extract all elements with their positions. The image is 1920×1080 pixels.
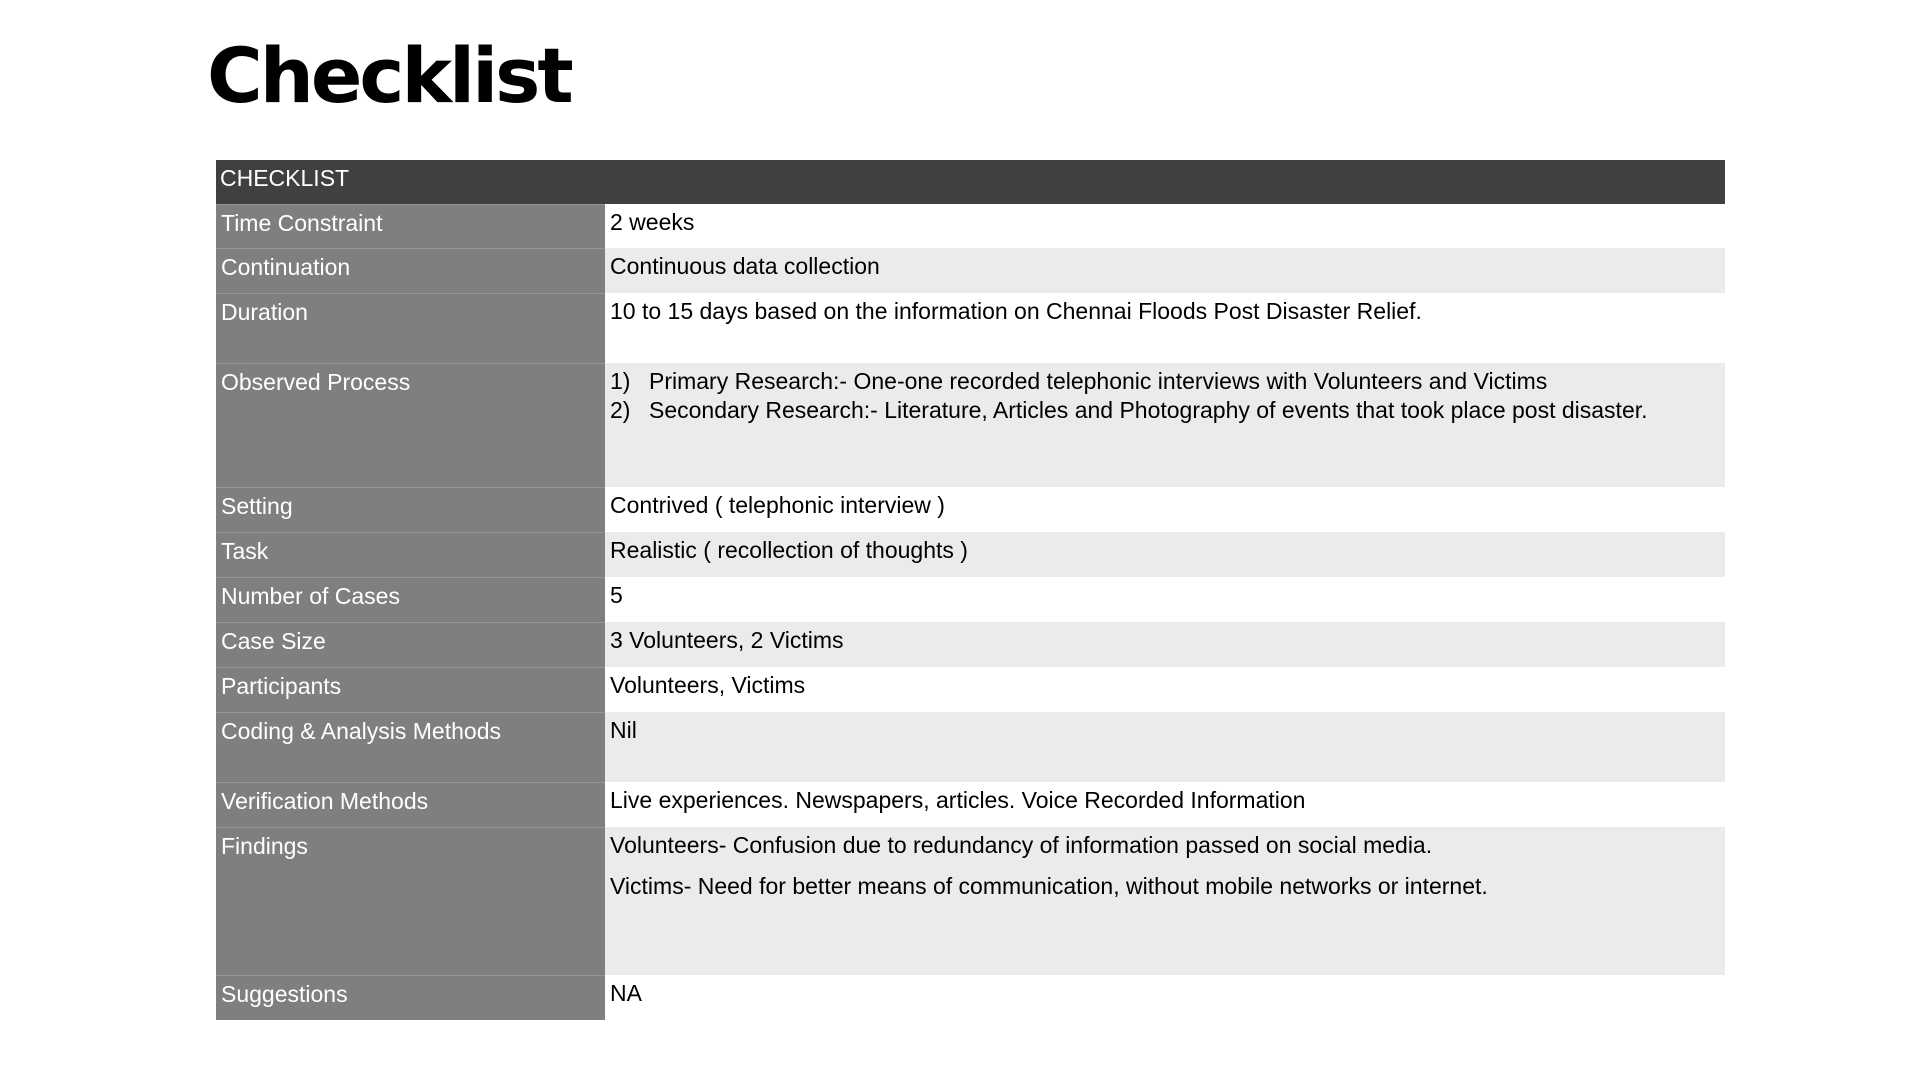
row-label: Participants [216,667,605,712]
finding-line: Volunteers- Confusion due to redundancy of information passed on social media. [610,832,1433,858]
checklist-table [216,160,1725,1020]
table-row [216,487,1725,532]
list-item [610,396,1721,425]
row-label: Task [216,532,605,577]
row-value: Volunteers, Victims [605,667,1725,712]
list-item-text: Secondary Research:- Literature, Articles and Photography of events that took place post disaster. [649,397,1648,423]
page-title: Checklist [207,31,571,120]
row-label: Observed Process [216,363,605,487]
table-header-row [216,160,1725,204]
row-label: Case Size [216,622,605,667]
row-value: 2 weeks [605,204,1725,248]
table-row [216,248,1725,293]
row-label: Continuation [216,248,605,293]
table-row [216,363,1725,487]
row-label: Suggestions [216,975,605,1020]
table-row [216,782,1725,827]
table-row [216,204,1725,248]
row-value: Continuous data collection [605,248,1725,293]
table-row [216,532,1725,577]
table-row [216,975,1725,1020]
finding-line: Victims- Need for better means of communication, without mobile networks or internet. [610,873,1488,899]
table-row [216,827,1725,975]
row-value: Live experiences. Newspapers, articles. Voice Recorded Information [605,782,1725,827]
row-label: Duration [216,293,605,363]
row-value: 3 Volunteers, 2 Victims [605,622,1725,667]
row-value: 5 [605,577,1725,622]
list-item-text: Primary Research:- One-one recorded telephonic interviews with Volunteers and Victims [649,368,1548,394]
table-row [216,577,1725,622]
table-row [216,667,1725,712]
row-value [605,363,1725,487]
row-value: Nil [605,712,1725,782]
table-row [216,622,1725,667]
row-label: Verification Methods [216,782,605,827]
row-value [605,827,1725,975]
row-label: Coding & Analysis Methods [216,712,605,782]
row-value: Contrived ( telephonic interview ) [605,487,1725,532]
table-row [216,293,1725,363]
row-value: Realistic ( recollection of thoughts ) [605,532,1725,577]
list-item-number: 1) [610,368,631,394]
list-item [610,367,1721,396]
row-label: Setting [216,487,605,532]
row-label: Number of Cases [216,577,605,622]
row-label: Time Constraint [216,204,605,248]
row-value: NA [605,975,1725,1020]
list-item-number: 2) [610,397,631,423]
row-label: Findings [216,827,605,975]
table-row [216,712,1725,782]
table-header: CHECKLIST [216,160,1725,204]
observed-process-list [610,367,1721,425]
row-value: 10 to 15 days based on the information on Chennai Floods Post Disaster Relief. [605,293,1725,363]
